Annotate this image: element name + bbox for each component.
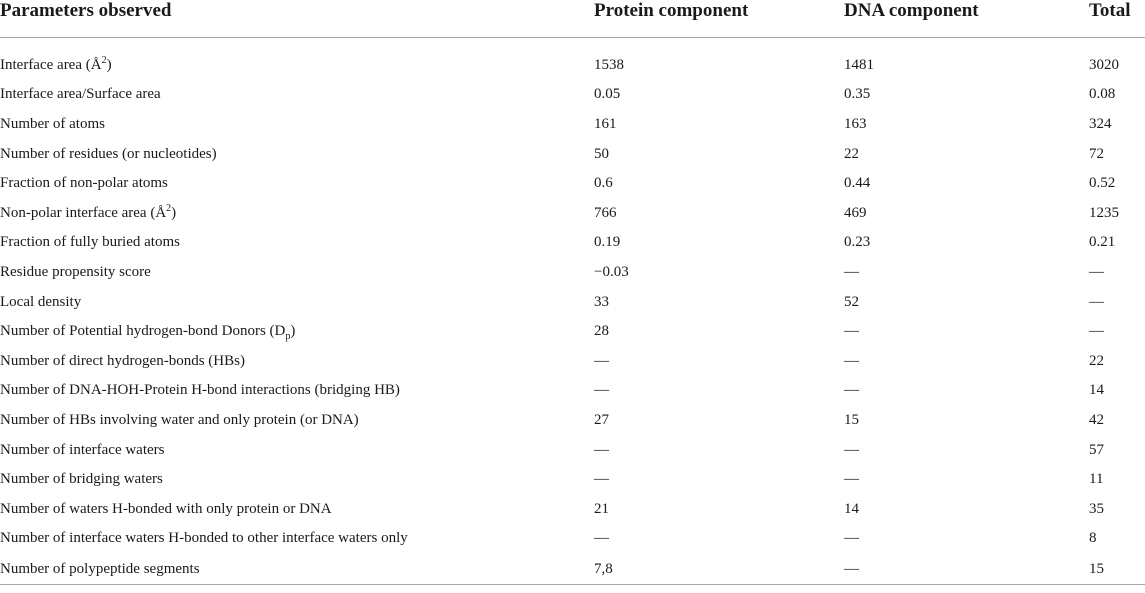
cell-protein: — [594, 471, 609, 488]
cell-dna: — [844, 553, 1089, 585]
cell-protein: 21 [594, 500, 609, 517]
cell-total: 324 [1089, 115, 1112, 132]
table-row [0, 109, 1145, 139]
cell-total: — [1089, 323, 1104, 340]
cell-dna: — [844, 530, 859, 547]
cell-dna: 15 [844, 411, 859, 428]
cell-total: — [1089, 263, 1104, 280]
cell-protein: −0.03 [594, 263, 629, 280]
cell-protein: 1538 [594, 56, 624, 73]
cell-total: 8 [1089, 530, 1097, 547]
table-row [0, 139, 1145, 169]
cell-total: 3020 [1089, 56, 1119, 73]
cell-total: 35 [1089, 500, 1104, 517]
table-row [0, 435, 1145, 465]
cell-protein: 766 [594, 204, 617, 221]
cell-parameter: Number of direct hydrogen-bonds (HBs) [0, 352, 245, 369]
header-total: Total [1089, 0, 1145, 38]
cell-protein: 0.6 [594, 175, 613, 192]
cell-total: 72 [1089, 145, 1104, 162]
cell-parameter: Interface area/Surface area [0, 86, 161, 103]
header-protein: Protein component [594, 0, 844, 38]
cell-protein: 28 [594, 323, 609, 340]
table-row [0, 80, 1145, 110]
cell-protein: 33 [594, 293, 609, 310]
cell-dna: 52 [844, 293, 859, 310]
cell-parameter: Interface area $(Å^2)$ [0, 54, 112, 73]
header-parameters: Parameters observed [0, 0, 594, 38]
cell-parameter: Number of residues (or nucleotides) [0, 145, 217, 162]
table-row [0, 228, 1145, 258]
cell-parameter: Number of interface waters [0, 441, 165, 458]
table-row [0, 405, 1145, 435]
cell-dna: — [844, 441, 859, 458]
cell-parameter: Non-polar interface area $(Å^2)$ [0, 202, 177, 221]
cell-parameter: Number of polypeptide segments [0, 553, 594, 585]
cell-total: 14 [1089, 382, 1104, 399]
cell-parameter: Number of waters H-bonded with only protein or DNA [0, 500, 332, 517]
table-row [0, 257, 1145, 287]
table-row [0, 464, 1145, 494]
cell-dna: 0.23 [844, 234, 871, 251]
cell-dna: — [844, 352, 859, 369]
cell-dna: 14 [844, 500, 859, 517]
cell-total: 42 [1089, 411, 1104, 428]
cell-dna: — [844, 471, 859, 488]
table-header-row [0, 0, 1145, 38]
cell-total: 0.08 [1089, 86, 1116, 103]
cell-parameter: Number of Potential hydrogen-bond Donors $(D_p)$ [0, 323, 296, 343]
cell-protein: — [594, 441, 609, 458]
cell-dna: 163 [844, 115, 867, 132]
cell-parameter: Number of HBs involving water and only protein (or DNA) [0, 411, 359, 428]
table-row [0, 50, 1145, 80]
cell-parameter: Fraction of fully buried atoms [0, 234, 180, 251]
cell-total: 11 [1089, 471, 1104, 488]
cell-parameter: Number of interface waters H-bonded to other interface waters only [0, 530, 408, 547]
table-row [0, 316, 1145, 346]
table-row [0, 494, 1145, 524]
table-row [0, 346, 1145, 376]
cell-parameter: Local density [0, 293, 82, 310]
cell-dna: — [844, 263, 859, 280]
cell-protein: — [594, 382, 609, 399]
cell-total: 0.21 [1089, 234, 1116, 251]
cell-protein: 161 [594, 115, 617, 132]
header-dna: DNA component [844, 0, 1089, 38]
cell-dna: 1481 [844, 56, 874, 73]
cell-parameter: Residue propensity score [0, 263, 151, 280]
table-row [0, 524, 1145, 554]
cell-parameter: Fraction of non-polar atoms [0, 175, 168, 192]
cell-protein: 0.05 [594, 86, 621, 103]
cell-protein: 0.19 [594, 234, 621, 251]
cell-dna: 0.35 [844, 86, 871, 103]
cell-dna: 22 [844, 145, 859, 162]
table-row [0, 553, 1145, 585]
table-row [0, 198, 1145, 228]
cell-total: — [1089, 293, 1104, 310]
table-row [0, 287, 1145, 317]
cell-total: 0.52 [1089, 175, 1116, 192]
cell-total: 1235 [1089, 204, 1119, 221]
cell-parameter: Number of bridging waters [0, 471, 163, 488]
cell-protein: 7,8 [594, 553, 844, 585]
cell-dna: — [844, 323, 859, 340]
cell-total: 57 [1089, 441, 1104, 458]
cell-dna: 0.44 [844, 175, 871, 192]
cell-parameter: Number of DNA-HOH-Protein H-bond interactions (bridging HB) [0, 382, 400, 399]
cell-protein: 50 [594, 145, 609, 162]
cell-protein: 27 [594, 411, 609, 428]
cell-protein: — [594, 352, 609, 369]
cell-protein: — [594, 530, 609, 547]
cell-parameter: Number of atoms [0, 115, 105, 132]
cell-dna: — [844, 382, 859, 399]
table-body [0, 38, 1145, 585]
cell-dna: 469 [844, 204, 867, 221]
table-row [0, 168, 1145, 198]
cell-total: 15 [1089, 553, 1145, 585]
table-row [0, 376, 1145, 406]
cell-total: 22 [1089, 352, 1104, 369]
